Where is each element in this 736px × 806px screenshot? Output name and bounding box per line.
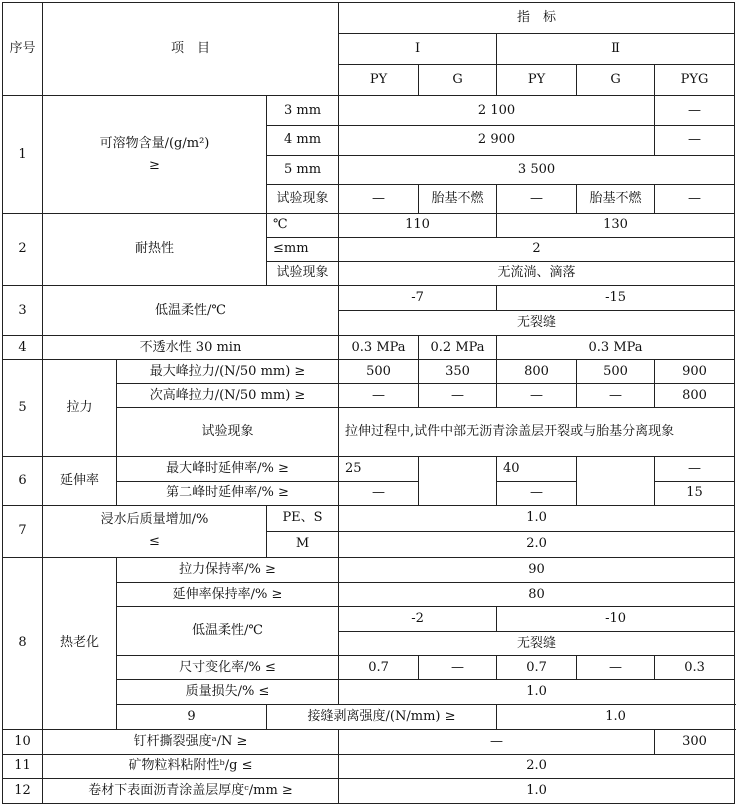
row1-name-ge: ≥ — [149, 157, 160, 173]
header-grade-2: Ⅱ — [497, 34, 735, 65]
row5-max-label: 最大峰拉力/(N/50 mm) ≥ — [117, 360, 339, 384]
row10-seq: 10 — [3, 729, 43, 754]
row4-seq: 4 — [3, 336, 43, 360]
row5-second-g1: — — [419, 384, 497, 408]
row6-max-py2: 40 — [497, 456, 577, 481]
row4-name: 不透水性 30 min — [43, 336, 339, 360]
row1-val-3mm: 2 100 — [339, 96, 655, 126]
row7-val-pes: 1.0 — [339, 505, 735, 531]
header-type-py-1: PY — [339, 65, 419, 96]
row2-sub-test: 试验现象 — [267, 261, 339, 285]
header-indicator: 指 标 — [339, 3, 735, 34]
row8-mass-label: 质量损失/% ≤ — [117, 680, 339, 705]
row1-pyg-3mm: — — [655, 96, 735, 126]
row2-test-val: 无流淌、滴落 — [339, 261, 735, 285]
row8-dim-pyg: 0.3 — [655, 656, 735, 680]
row1-sub-3mm: 3 mm — [267, 96, 339, 126]
row8-dim-g2: — — [577, 656, 655, 680]
row2-temp-1: 110 — [339, 213, 497, 237]
row8-lowtemp-v2: -10 — [497, 607, 735, 632]
row3-result: 无裂缝 — [339, 311, 735, 336]
row8-dim-py2: 0.7 — [497, 656, 577, 680]
row8-lowtemp-v1: -2 — [339, 607, 497, 632]
row5-seq: 5 — [3, 360, 43, 456]
row8-elong-val: 80 — [339, 583, 735, 607]
row1-test-py1: — — [339, 184, 419, 213]
row5-max-py1: 500 — [339, 360, 419, 384]
row5-max-g1: 350 — [419, 360, 497, 384]
header-grade-1: Ⅰ — [339, 34, 497, 65]
row8-lowtemp-result: 无裂缝 — [339, 632, 735, 656]
row6-g2-merged — [577, 456, 655, 505]
row4-val-grade2: 0.3 MPa — [497, 336, 735, 360]
row7-name-text: 浸水后质量增加/% — [100, 512, 209, 528]
row6-seq: 6 — [3, 456, 43, 505]
row6-g1-merged — [419, 456, 497, 505]
row8-lowtemp-label: 低温柔性/℃ — [117, 607, 339, 656]
row6-max-py1: 25 — [339, 456, 419, 481]
row8-seq: 8 — [3, 557, 43, 729]
row7-val-m: 2.0 — [339, 531, 735, 557]
row6-max-pyg: — — [655, 456, 735, 481]
row11-val: 2.0 — [339, 754, 735, 778]
row12-name: 卷材下表面沥青涂盖层厚度ᶜ/mm ≥ — [43, 778, 339, 803]
row2-mm-val: 2 — [339, 237, 735, 261]
header-type-pyg: PYG — [655, 65, 735, 96]
row7-sub-pes: PE、S — [267, 505, 339, 531]
row7-name-le: ≤ — [149, 534, 160, 550]
row1-test-py2: — — [497, 184, 577, 213]
row3-seq: 3 — [3, 285, 43, 335]
row3-val-1: -7 — [339, 285, 497, 310]
row8-dim-label: 尺寸变化率/% ≤ — [117, 656, 339, 680]
header-type-py-2: PY — [497, 65, 577, 96]
row8-elong-label: 延伸率保持率/% ≥ — [117, 583, 339, 607]
row2-seq: 2 — [3, 213, 43, 285]
row5-test-label: 试验现象 — [117, 408, 339, 456]
row1-val-4mm: 2 900 — [339, 126, 655, 155]
row7-sub-m: M — [267, 531, 339, 557]
row5-second-pyg: 800 — [655, 384, 735, 408]
spec-table — [2, 2, 735, 804]
row3-name: 低温柔性/℃ — [43, 285, 339, 335]
row5-second-g2: — — [577, 384, 655, 408]
row8-dim-py1: 0.7 — [339, 656, 419, 680]
row2-temp-2: 130 — [497, 213, 735, 237]
row10-name: 钉杆撕裂强度ᵃ/N ≥ — [43, 729, 339, 754]
header-seq: 序号 — [3, 3, 43, 96]
row1-test-pyg: — — [655, 184, 735, 213]
row6-second-py1: — — [339, 481, 419, 505]
row2-sub-temp: ℃ — [267, 213, 339, 237]
row1-sub-4mm: 4 mm — [267, 126, 339, 155]
row10-val-pyg: 300 — [655, 729, 735, 754]
header-type-g-1: G — [419, 65, 497, 96]
header-item: 项 目 — [43, 3, 339, 96]
row4-val-py1: 0.3 MPa — [339, 336, 419, 360]
row9-val: 1.0 — [497, 705, 735, 729]
row1-sub-test: 试验现象 — [267, 184, 339, 213]
row6-max-label: 最大峰时延伸率/% ≥ — [117, 456, 339, 481]
row3-val-2: -15 — [497, 285, 735, 310]
header-type-g-2: G — [577, 65, 655, 96]
row8-tensile-val: 90 — [339, 557, 735, 582]
row12-val: 1.0 — [339, 778, 735, 803]
row1-sub-5mm: 5 mm — [267, 155, 339, 184]
row9-seq: 9 — [117, 705, 267, 729]
row11-name: 矿物粒料粘附性ᵇ/g ≤ — [43, 754, 339, 778]
row4-val-g1: 0.2 MPa — [419, 336, 497, 360]
row6-second-pyg: 15 — [655, 481, 735, 505]
row1-name — [43, 96, 267, 213]
row7-name — [43, 505, 267, 557]
row6-name: 延伸率 — [43, 456, 117, 505]
row1-test-g1: 胎基不燃 — [419, 184, 497, 213]
row5-name: 拉力 — [43, 360, 117, 456]
row5-second-label: 次高峰拉力/(N/50 mm) ≥ — [117, 384, 339, 408]
row8-tensile-label: 拉力保持率/% ≥ — [117, 557, 339, 582]
row1-val-5mm: 3 500 — [339, 155, 735, 184]
row5-test-val: 拉伸过程中,试件中部无沥青涂盖层开裂或与胎基分离现象 — [339, 408, 735, 456]
row8-dim-g1: — — [419, 656, 497, 680]
row5-max-pyg: 900 — [655, 360, 735, 384]
row1-test-g2: 胎基不燃 — [577, 184, 655, 213]
row8-mass-val: 1.0 — [339, 680, 735, 705]
row1-name-text: 可溶物含量/(g/m²) — [99, 135, 210, 151]
row11-seq: 11 — [3, 754, 43, 778]
row8-name: 热老化 — [43, 557, 117, 729]
row5-second-py2: — — [497, 384, 577, 408]
row6-second-py2: — — [497, 481, 577, 505]
row5-max-g2: 500 — [577, 360, 655, 384]
row7-seq: 7 — [3, 505, 43, 557]
row5-second-py1: — — [339, 384, 419, 408]
row1-seq: 1 — [3, 96, 43, 213]
row9-name: 接缝剥离强度/(N/mm) ≥ — [267, 705, 497, 729]
row5-max-py2: 800 — [497, 360, 577, 384]
row12-seq: 12 — [3, 778, 43, 803]
row2-sub-mm: ≤mm — [267, 237, 339, 261]
row1-pyg-4mm: — — [655, 126, 735, 155]
row10-val-1: — — [339, 729, 655, 754]
row6-second-label: 第二峰时延伸率/% ≥ — [117, 481, 339, 505]
row2-name: 耐热性 — [43, 213, 267, 285]
